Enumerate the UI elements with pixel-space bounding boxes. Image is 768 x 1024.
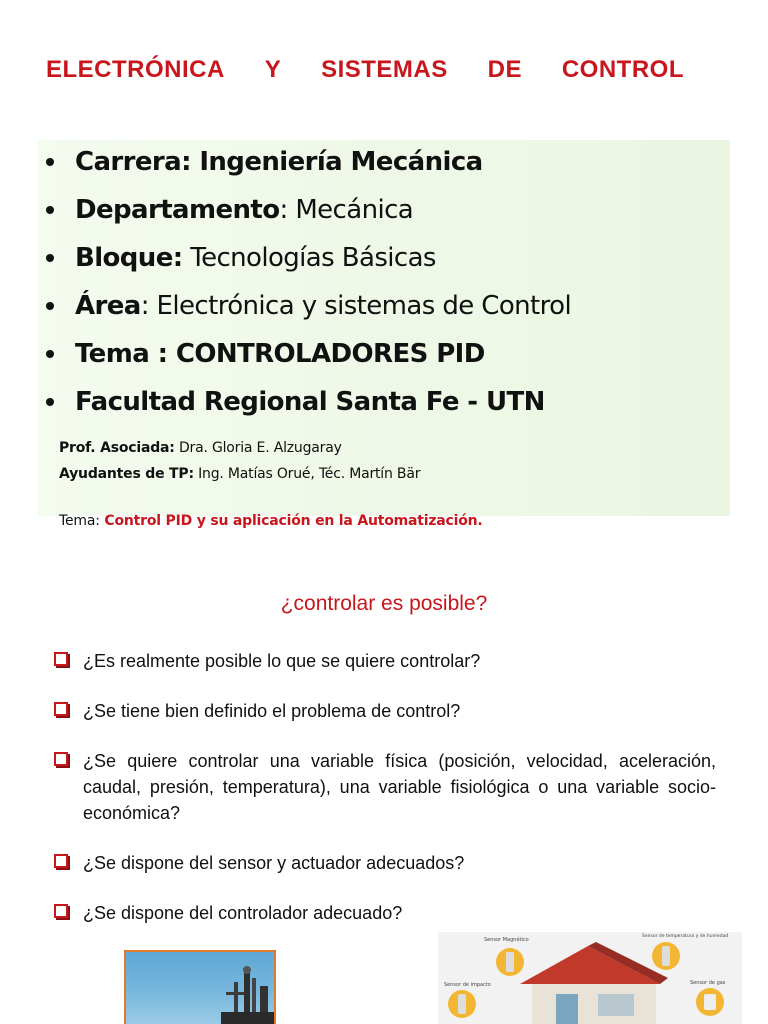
plant-illustration — [126, 952, 276, 1024]
bullet-icon — [46, 254, 54, 262]
info-carrera: Carrera: Ingeniería Mecánica — [44, 140, 571, 188]
info-area: Área: Electrónica y sistemas de Control — [44, 284, 571, 332]
title-word: DE — [487, 56, 522, 83]
info-tema: Tema : CONTROLADORES PID — [44, 332, 571, 380]
industrial-plant-image — [124, 950, 276, 1024]
sensor-label: Sensor de temperatura y de humedad — [642, 934, 729, 939]
prof-line: Prof. Asociada: Dra. Gloria E. Alzugaray — [59, 440, 342, 456]
checkbox-bullet-icon — [54, 652, 68, 666]
title-word: SISTEMAS — [321, 56, 448, 83]
course-info-list — [44, 140, 571, 428]
bullet-icon — [46, 206, 54, 214]
bullet-icon — [46, 350, 54, 358]
title-word: ELECTRÓNICA — [46, 56, 225, 83]
list-item: ¿Es realmente posible lo que se quiere controlar? — [54, 648, 716, 674]
info-facultad: Facultad Regional Santa Fe - UTN — [44, 380, 571, 428]
house-sensors-diagram — [438, 932, 742, 1024]
sensor-label: Sensor de gas — [690, 980, 726, 986]
question-list — [54, 648, 716, 950]
bullet-icon — [46, 398, 54, 406]
checkbox-bullet-icon — [54, 752, 68, 766]
checkbox-bullet-icon — [54, 854, 68, 868]
list-item: ¿Se dispone del sensor y actuador adecuados? — [54, 850, 716, 876]
list-item: ¿Se dispone del controlador adecuado? — [54, 900, 716, 926]
checkbox-bullet-icon — [54, 702, 68, 716]
section-question-title: ¿controlar es posible? — [280, 592, 488, 615]
bullet-icon — [46, 158, 54, 166]
info-bloque: Bloque: Tecnologías Básicas — [44, 236, 571, 284]
ayudantes-line: Ayudantes de TP: Ing. Matías Orué, Téc. Martín Bär — [59, 466, 421, 482]
bullet-icon — [46, 302, 54, 310]
page-title — [46, 56, 684, 84]
sensor-label: Sensor de impacto — [444, 982, 491, 988]
list-item: ¿Se quiere controlar una variable física (posición, velocidad, aceleración, caudal, presión, temperatura), una variable fisiológica o una variable socio-económica? — [54, 748, 716, 826]
house-illustration — [438, 932, 742, 1024]
info-departamento: Departamento: Mecánica — [44, 188, 571, 236]
tema-line: Tema: Control PID y su aplicación en la Automatización. — [59, 513, 483, 529]
sensor-label: Sensor Magnético — [484, 937, 529, 943]
title-word: Y — [264, 56, 282, 83]
checkbox-bullet-icon — [54, 904, 68, 918]
list-item: ¿Se tiene bien definido el problema de control? — [54, 698, 716, 724]
title-word: CONTROL — [561, 56, 684, 83]
